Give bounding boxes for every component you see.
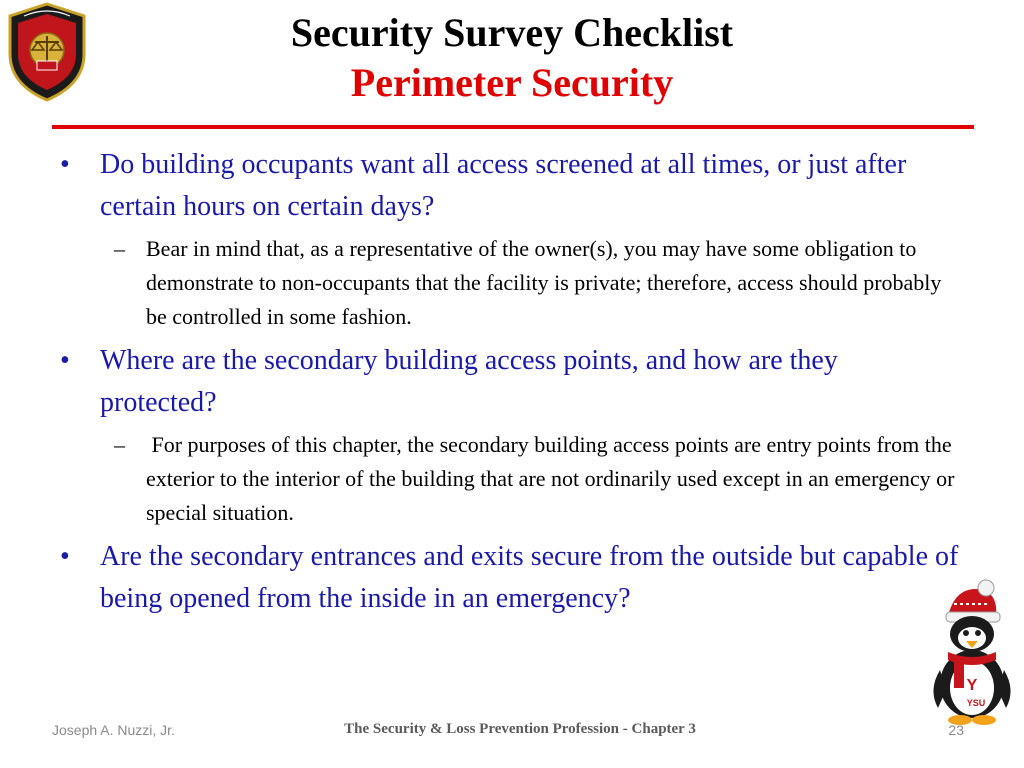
penguin-mascot-icon xyxy=(926,578,1018,728)
slide-title: Security Survey Checklist xyxy=(290,10,734,55)
bullet-marker: • xyxy=(60,541,70,572)
sub-bullet-item xyxy=(114,232,960,334)
bullet-text: Where are the secondary building access points, and how are they protected? xyxy=(100,345,838,418)
bullet-item xyxy=(60,340,960,424)
bullet-item xyxy=(60,536,960,620)
bullet-marker: • xyxy=(60,345,70,376)
slide-subtitle: Perimeter Security xyxy=(350,60,674,105)
bullet-text: Are the secondary entrances and exits secure from the outside but capable of being opened from the inside in an emergency? xyxy=(100,541,959,614)
sub-bullet-text: Bear in mind that, as a representative of the owner(s), you may have some obligation to demonstrate to non-occupants that the facility is private; therefore, access should probably be controlled in some fashion. xyxy=(146,236,942,329)
footer-course-title: The Security & Loss Prevention Profession - Chapter 3 xyxy=(344,721,696,737)
bullet-text: Do building occupants want all access screened at all times, or just after certain hours on certain days? xyxy=(100,149,907,222)
bullet-item xyxy=(60,144,960,228)
criminal-justice-badge-logo xyxy=(6,2,88,102)
footer-author: Joseph A. Nuzzi, Jr. xyxy=(52,722,175,738)
title-divider xyxy=(52,125,974,129)
bullet-list xyxy=(60,144,960,620)
sub-bullet-marker: – xyxy=(114,236,125,261)
sub-bullet-marker: – xyxy=(114,432,125,457)
svg-text:Y: Y xyxy=(966,677,978,694)
sub-bullet-item xyxy=(114,428,960,530)
bullet-marker: • xyxy=(60,149,70,180)
page-number: 23 xyxy=(948,722,964,738)
svg-text:YSU: YSU xyxy=(966,698,986,708)
sub-bullet-text: For purposes of this chapter, the secondary building access points are entry points from the exterior to the interior of the building that are not ordinarily used except in an emergency or special situation. xyxy=(146,432,960,525)
